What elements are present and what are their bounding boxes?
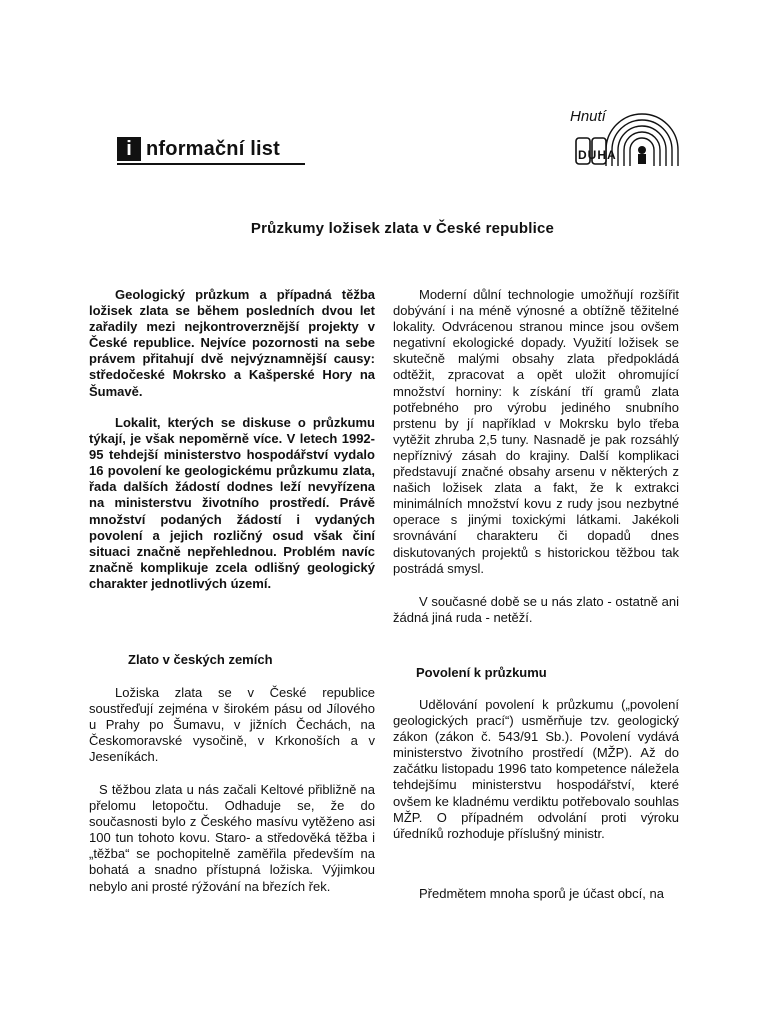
rainbow-logo-icon: [566, 110, 682, 166]
info-icon: i: [117, 137, 141, 161]
left-paragraph-1: Geologický průzkum a případná těžba ložisek zlata se během posledních dvou let zařadily mezi nejkontroverznější projekty v České republice. Nejvíce pozornosti na sebe právem přitahují dvě nejvýznamnější causy: středočeské Mokrsko a Kašperské Hory na Šumavě.: [89, 287, 375, 399]
right-paragraph-1: Moderní důlní technologie umožňují rozšířit dobývání i na méně výnosné a obtížně těžitelné lokality. Odvrácenou stranou mince jsou ovšem negativní ekologické dopady. Využití ložisek se skutečně malými obsahy zlata předpokládá odtěžit, zpracovat a opět uložit ohromující množství horniny: k získání tří gramů zlata potřebného pro výrobu jediného snubního prstenu by jí například v Mokrsku bylo třeba vytěžit zhruba 2,5 tuny. Nasnadě je pak rozsáhlý nepříznivý zásah do krajiny. Další komplikaci představují značné obsahy arsenu v některých z našich ložisek zlata a fakt, že k extrakci minimálních množství kovu z rudy jsou nezbytné operace s jinými toxickými látkami. Jakékoli srovnávání charakteru či dopadů dnes diskutovaných projektů s historickou těžbou tak postrádá smysl.: [393, 287, 679, 576]
left-paragraph-4: S těžbou zlata u nás začali Keltové přibližně na přelomu letopočtu. Odhaduje se, že do současnosti bylo z Českého masívu vytěženo asi 100 tun tohoto kovu. Staro- a středověká těžba i „těžba“ se pochopitelně zaměřila především na bohatá a snadno přístupná ložiska. Výjimkou nebylo ani prosté rýžování na březích řek.: [89, 782, 375, 894]
logo-caption: Hnutí: [570, 108, 606, 125]
document-title: Průzkumy ložisek zlata v České republice: [250, 220, 555, 237]
left-paragraph-2: Lokalit, kterých se diskuse o průzkumu týkají, je však nepoměrně více. V letech 1992-95 tehdejší ministerstvo hospodářství vydalo 16 povolení ke geologickému průzkumu zlata, řada dalších žádostí dodnes leží nevyřízena na ministerstvu životního prostředí. Právě množství podaných žádostí i vydaných povolení a jejich rozličný osud však činí situaci značně nepřehlednou. Problém navíc značně komplikuje zcela odlišný geologický charakter jednotlivých území.: [89, 415, 375, 591]
logo-wordmark: DUHA: [578, 148, 617, 162]
section-heading-exploration-permits: Povolení k průzkumu: [416, 665, 547, 680]
left-paragraph-3: Ložiska zlata se v České republice soustřeďují zejména v širokém pásu od Jílového u Prahy po Šumavu, v jižních Čechách, na Českomoravské vysočině, v Krkonoších a v Jeseníkách.: [89, 685, 375, 765]
title-underline: [117, 163, 305, 165]
right-paragraph-4: Předmětem mnoha sporů je účast obcí, na: [419, 886, 664, 901]
section-heading-gold-in-czech-lands: Zlato v českých zemích: [128, 652, 273, 667]
right-paragraph-2: V současné době se u nás zlato - ostatně ani žádná jiná ruda - netěží.: [393, 594, 679, 626]
info-sheet-title: nformační list: [146, 138, 280, 160]
right-paragraph-3: Udělování povolení k průzkumu („povolení geologických prací“) usměrňuje tzv. geologický zákon (zákon č. 543/91 Sb.). Povolení vydává ministerstvo životního prostředí (MŽP). Až do začátku listopadu 1996 tato kompetence náležela tehdejšímu ministerstvu hospodářství, které ovšem ke kladnému verdiktu potřebovalo souhlas MŽP. O případném odvolání proti výroku úředníků rozhoduje příslušný ministr.: [393, 697, 679, 841]
